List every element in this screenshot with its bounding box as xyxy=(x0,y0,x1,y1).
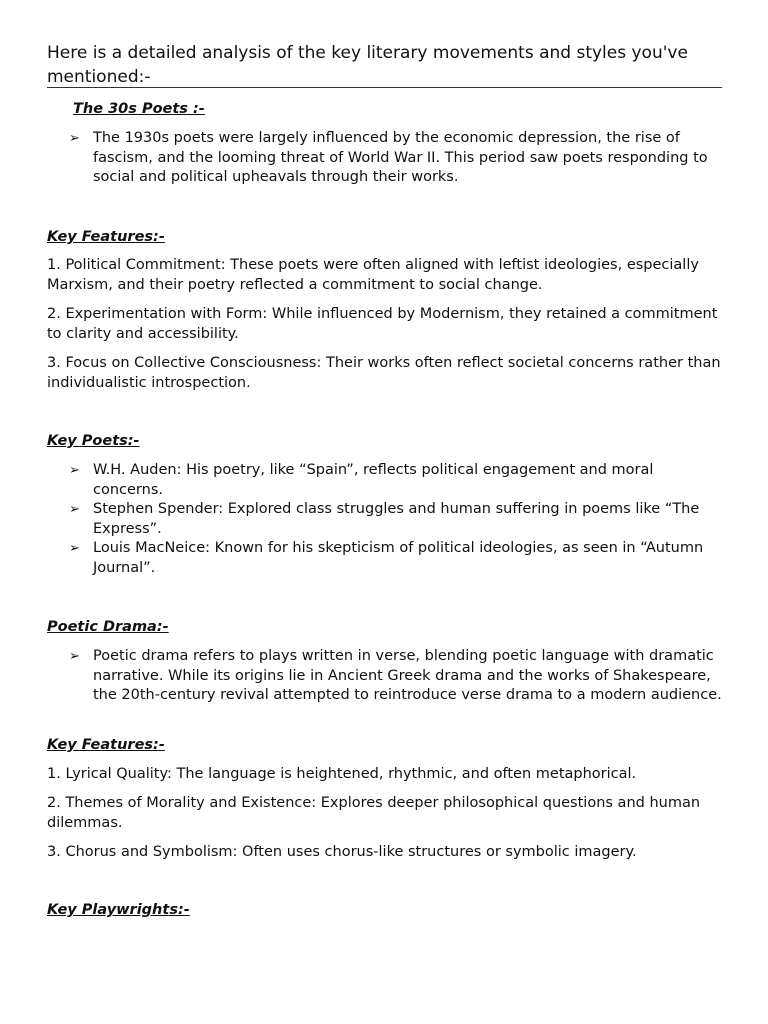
feature-paragraph: 2. Experimentation with Form: While influenced by Modernism, they retained a commitment to clarity and accessibility. xyxy=(47,306,718,342)
feature-paragraph: 3. Chorus and Symbolism: Often uses chorus-like structures or symbolic imagery. xyxy=(47,844,637,860)
feature-paragraph: 1. Political Commitment: These poets were often aligned with leftist ideologies, especially Marxism, and their poetry reflected a commitment to social change. xyxy=(47,257,699,293)
list-item: ➢ Stephen Spender: Explored class struggles and human suffering in poems like “The Express”. xyxy=(69,501,700,537)
bullet-list-key-poets xyxy=(47,461,722,578)
section-heading-key-features: Key Features:- xyxy=(47,229,165,245)
feature-paragraph: 2. Themes of Morality and Existence: Explores deeper philosophical questions and human dilemmas. xyxy=(47,795,701,831)
arrow-bullet-icon: ➢ xyxy=(69,131,80,146)
list-item: ➢ Louis MacNeice: Known for his skepticism of political ideologies, as seen in “Autumn Journal”. xyxy=(69,540,704,576)
list-item: ➢ The 1930s poets were largely influenced by the economic depression, the rise of fascism, and the looming threat of World War II. This period saw poets responding to social and political upheavals through their works. xyxy=(69,130,708,185)
section-heading-drama-key-features: Key Features:- xyxy=(47,737,165,753)
document-title: Here is a detailed analysis of the key literary movements and styles you've mentioned:- xyxy=(47,41,722,88)
bullet-list-30s-intro xyxy=(47,129,722,188)
bullet-list-drama-intro xyxy=(47,647,722,706)
arrow-bullet-icon: ➢ xyxy=(69,541,80,556)
arrow-bullet-icon: ➢ xyxy=(69,649,80,664)
arrow-bullet-icon: ➢ xyxy=(69,463,80,478)
section-heading-key-playwrights: Key Playwrights:- xyxy=(47,902,190,918)
feature-paragraph: 1. Lyrical Quality: The language is heightened, rhythmic, and often metaphorical. xyxy=(47,766,637,782)
section-heading-30s-poets: The 30s Poets :- xyxy=(73,101,205,117)
section-heading-key-poets: Key Poets:- xyxy=(47,433,140,449)
feature-paragraph: 3. Focus on Collective Consciousness: Their works often reflect societal concerns rather than individualistic introspection. xyxy=(47,355,721,391)
list-item: ➢ W.H. Auden: His poetry, like “Spain”, reflects political engagement and moral concerns. xyxy=(69,462,654,498)
section-heading-poetic-drama: Poetic Drama:- xyxy=(47,619,169,635)
list-item: ➢ Poetic drama refers to plays written in verse, blending poetic language with dramatic narrative. While its origins lie in Ancient Greek drama and the works of Shakespeare, the 20th-century revival attempted to reintroduce verse drama to a modern audience. xyxy=(69,648,722,703)
arrow-bullet-icon: ➢ xyxy=(69,502,80,517)
